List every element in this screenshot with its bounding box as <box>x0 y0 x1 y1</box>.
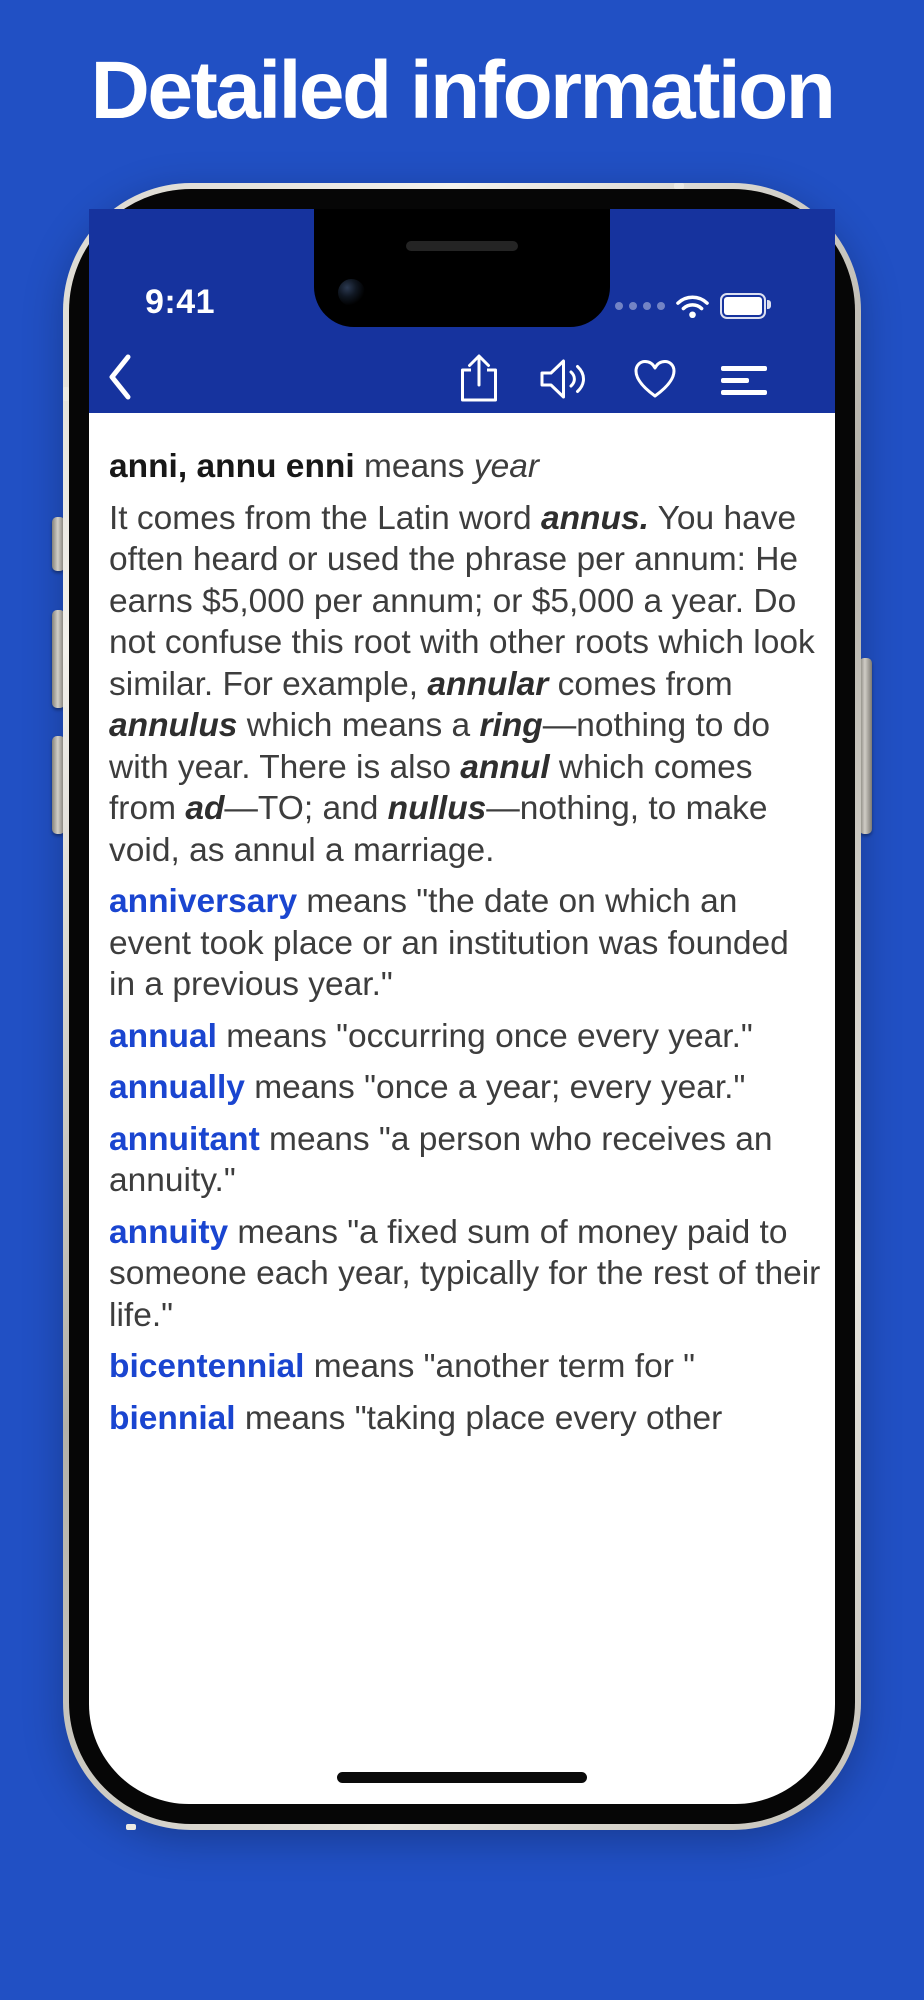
text-segment: ring <box>479 707 543 744</box>
entry-word-link[interactable]: annuity <box>109 1213 229 1251</box>
definition-entry <box>109 1346 822 1388</box>
related-words-list <box>109 881 822 1439</box>
entry-definition: means "the date on which an event took place or an institution was founded in a previous year." <box>109 883 789 1003</box>
back-chevron-icon <box>106 353 134 401</box>
text-segment: annus. <box>540 499 649 537</box>
text-segment: —TO; and <box>224 790 388 827</box>
text-segment: anni, annu enni <box>109 448 355 485</box>
etymology-paragraph <box>109 498 822 872</box>
status-time: 9:41 <box>145 283 216 321</box>
notch <box>314 209 610 327</box>
iphone-frame <box>63 183 861 1830</box>
speaker-icon <box>539 357 589 401</box>
text-segment: annular <box>427 665 549 703</box>
page-title: Detailed information <box>90 45 834 136</box>
battery-icon <box>720 293 766 319</box>
app-header <box>89 209 835 413</box>
text-segment: annulus <box>109 707 238 744</box>
text-segment: nullus <box>387 790 487 827</box>
entry-definition: means "a person who receives an annuity." <box>109 1120 773 1199</box>
entry-word-link[interactable]: bicentennial <box>109 1348 305 1385</box>
text-segment: —nothing to do with year. There is also <box>109 707 771 786</box>
definition-entry <box>109 1398 822 1440</box>
text-segment: —nothing, to make void, as annul a marriage. <box>109 790 768 869</box>
cellular-dots-icon <box>615 302 665 310</box>
text-segment: means <box>354 448 474 485</box>
antenna-line <box>674 183 684 189</box>
headword-line <box>109 446 822 488</box>
pronounce-button[interactable] <box>539 357 589 401</box>
definition-content <box>89 413 835 1437</box>
entry-word-link[interactable]: annually <box>109 1069 245 1106</box>
wifi-icon <box>676 294 709 319</box>
antenna-line <box>126 1824 136 1830</box>
home-indicator[interactable] <box>337 1772 587 1783</box>
text-segment: It comes from the Latin word <box>109 499 541 537</box>
text-segment: year <box>473 448 540 485</box>
definition-entry <box>109 1016 822 1058</box>
definition-entry <box>109 1119 822 1202</box>
text-segment: You have often heard or used the phrase per annum: He earns $5,000 per annum; or $5,000 a year. Do not confuse this root with other roots which look similar. For example, <box>109 499 815 703</box>
entry-word-link[interactable]: anniversary <box>109 883 298 920</box>
heart-icon <box>633 359 677 399</box>
share-icon <box>458 353 500 403</box>
entry-definition: means "once a year; every year." <box>244 1069 746 1106</box>
text-segment: ad <box>185 790 225 827</box>
definition-entry <box>109 1212 822 1337</box>
text-segment: which comes from <box>109 748 753 827</box>
text-segment: comes from <box>548 665 733 703</box>
text-segment: which means a <box>237 707 480 744</box>
entry-definition: means "a fixed sum of money paid to someone each year, typically for the rest of their life." <box>109 1213 821 1334</box>
entry-word-link[interactable]: annual <box>109 1017 217 1055</box>
antenna-line <box>63 387 69 401</box>
entry-definition: means "another term for " <box>304 1348 696 1385</box>
phone-screen <box>89 209 835 1804</box>
back-button[interactable] <box>106 353 134 401</box>
entry-word-link[interactable]: biennial <box>109 1399 236 1437</box>
definition-entry <box>109 881 822 1006</box>
front-camera <box>338 279 365 306</box>
entry-word-link[interactable]: annuitant <box>109 1120 260 1158</box>
share-button[interactable] <box>458 353 500 403</box>
definition-entry <box>109 1067 822 1109</box>
entry-definition: means "taking place every other <box>235 1399 723 1437</box>
entry-definition: means "occurring once every year." <box>216 1017 753 1055</box>
menu-button[interactable] <box>721 366 767 396</box>
status-icons <box>615 293 771 319</box>
favorite-button[interactable] <box>633 359 677 399</box>
text-segment: annul <box>460 748 550 786</box>
earpiece-speaker-grille <box>406 241 518 251</box>
